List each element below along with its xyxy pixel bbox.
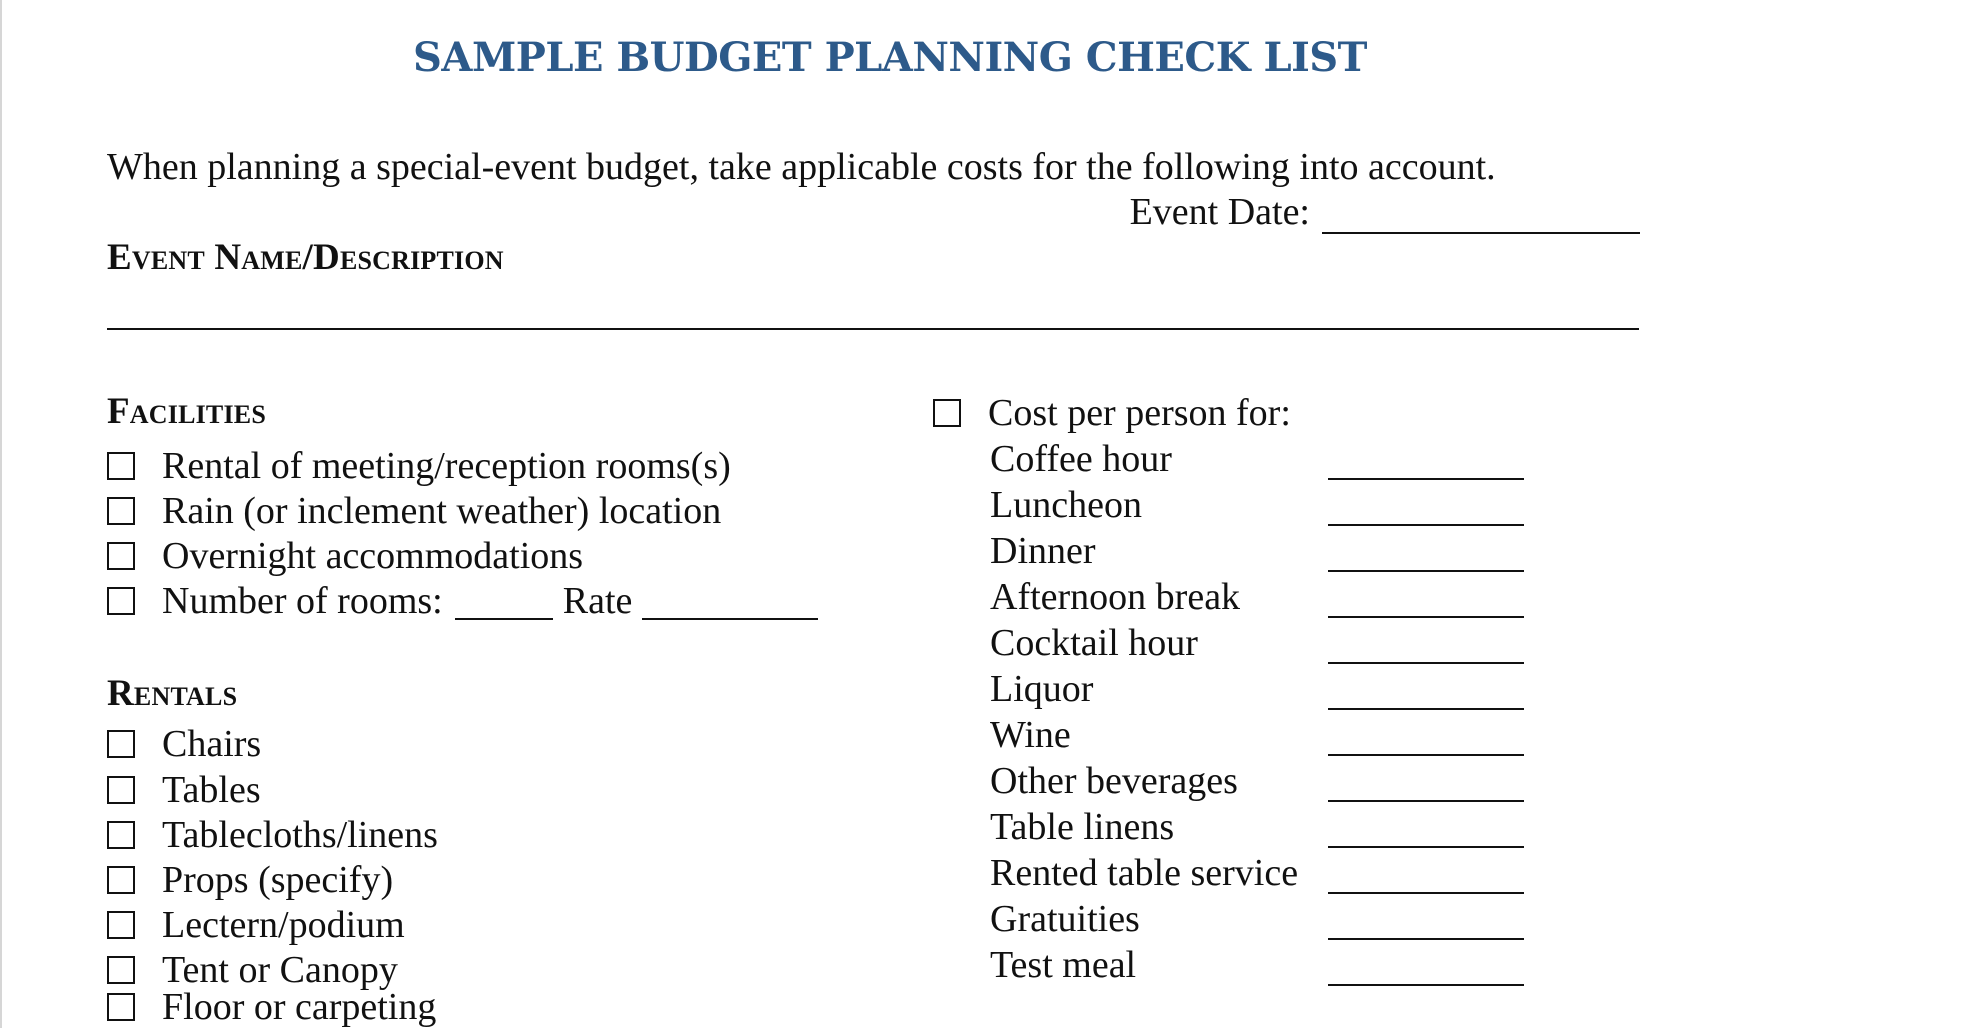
checklist-item-label: Tables bbox=[162, 768, 261, 811]
cost-item-blank[interactable] bbox=[1328, 478, 1524, 480]
cost-item-label: Other beverages bbox=[990, 760, 1238, 802]
cost-item-blank[interactable] bbox=[1328, 662, 1524, 664]
checkbox[interactable] bbox=[107, 776, 135, 804]
checkbox[interactable] bbox=[107, 911, 135, 939]
page-edge bbox=[0, 0, 2, 1028]
event-date-field bbox=[1130, 190, 1640, 234]
cost-per-person-header[interactable] bbox=[933, 390, 1291, 435]
cost-item-label: Test meal bbox=[990, 944, 1137, 986]
cost-item-blank[interactable] bbox=[1328, 570, 1524, 572]
cost-item-label: Table linens bbox=[990, 806, 1175, 848]
cost-item-blank[interactable] bbox=[1328, 892, 1524, 894]
checklist-item[interactable] bbox=[107, 767, 261, 812]
facilities-heading: Facilities bbox=[107, 391, 266, 432]
rooms-blank[interactable] bbox=[455, 582, 553, 620]
rooms-label: Number of rooms: bbox=[162, 579, 443, 622]
checkbox[interactable] bbox=[933, 399, 961, 427]
checklist-item-label: Overnight accommodations bbox=[162, 534, 584, 577]
checklist-item[interactable] bbox=[107, 488, 721, 533]
checklist-item-label: Rain (or inclement weather) location bbox=[162, 489, 722, 532]
page-title: SAMPLE BUDGET PLANNING CHECK LIST bbox=[413, 34, 1367, 81]
event-date-blank[interactable] bbox=[1322, 196, 1640, 234]
checklist-item[interactable] bbox=[107, 812, 438, 857]
event-date-label: Event Date: bbox=[1129, 191, 1310, 233]
cost-item-label: Rented table service bbox=[990, 852, 1299, 894]
checkbox[interactable] bbox=[107, 993, 135, 1021]
checkbox[interactable] bbox=[107, 821, 135, 849]
cost-item-label: Wine bbox=[990, 714, 1071, 756]
checkbox[interactable] bbox=[107, 956, 135, 984]
checklist-item-label: Floor or carpeting bbox=[162, 985, 437, 1028]
checklist-item[interactable] bbox=[107, 984, 436, 1029]
cost-per-person-label: Cost per person for: bbox=[988, 391, 1291, 434]
checklist-item[interactable] bbox=[107, 721, 261, 766]
rate-blank[interactable] bbox=[642, 582, 818, 620]
event-name-blank[interactable] bbox=[107, 328, 1639, 330]
cost-item-blank[interactable] bbox=[1328, 800, 1524, 802]
cost-item-blank[interactable] bbox=[1328, 754, 1524, 756]
cost-item-blank[interactable] bbox=[1328, 938, 1524, 940]
checkbox[interactable] bbox=[107, 730, 135, 758]
rentals-heading: Rentals bbox=[107, 673, 238, 714]
rate-label: Rate bbox=[562, 579, 633, 622]
checkbox[interactable] bbox=[107, 587, 135, 615]
cost-item-label: Gratuities bbox=[990, 898, 1140, 940]
cost-item-blank[interactable] bbox=[1328, 846, 1524, 848]
cost-item-label: Coffee hour bbox=[990, 438, 1172, 480]
cost-item-label: Luncheon bbox=[990, 484, 1142, 526]
cost-item-blank[interactable] bbox=[1328, 524, 1524, 526]
checkbox[interactable] bbox=[107, 452, 135, 480]
checklist-item-label: Rental of meeting/reception rooms(s) bbox=[162, 444, 731, 487]
cost-item-blank[interactable] bbox=[1328, 984, 1524, 986]
checklist-item-label: Lectern/podium bbox=[162, 903, 405, 946]
cost-item-blank[interactable] bbox=[1328, 708, 1524, 710]
checklist-item-rooms[interactable] bbox=[107, 578, 818, 623]
checklist-item-label: Props (specify) bbox=[162, 858, 394, 901]
checklist-item[interactable] bbox=[107, 902, 405, 947]
cost-item-label: Afternoon break bbox=[990, 576, 1241, 618]
intro-text: When planning a special-event budget, take applicable costs for the following into account. bbox=[107, 146, 1496, 188]
checklist-item-label: Tablecloths/linens bbox=[162, 813, 438, 856]
checklist-item[interactable] bbox=[107, 443, 731, 488]
event-name-heading: Event Name/Description bbox=[107, 237, 504, 278]
cost-item-label: Cocktail hour bbox=[990, 622, 1198, 664]
checklist-item-label: Tent or Canopy bbox=[162, 948, 398, 991]
checklist-item[interactable] bbox=[107, 857, 393, 902]
checklist-item[interactable] bbox=[107, 533, 583, 578]
checkbox[interactable] bbox=[107, 866, 135, 894]
checkbox[interactable] bbox=[107, 497, 135, 525]
checkbox[interactable] bbox=[107, 542, 135, 570]
cost-item-label: Dinner bbox=[990, 530, 1096, 572]
cost-item-label: Liquor bbox=[990, 668, 1094, 710]
cost-item-blank[interactable] bbox=[1328, 616, 1524, 618]
checklist-item-label: Chairs bbox=[162, 722, 262, 765]
